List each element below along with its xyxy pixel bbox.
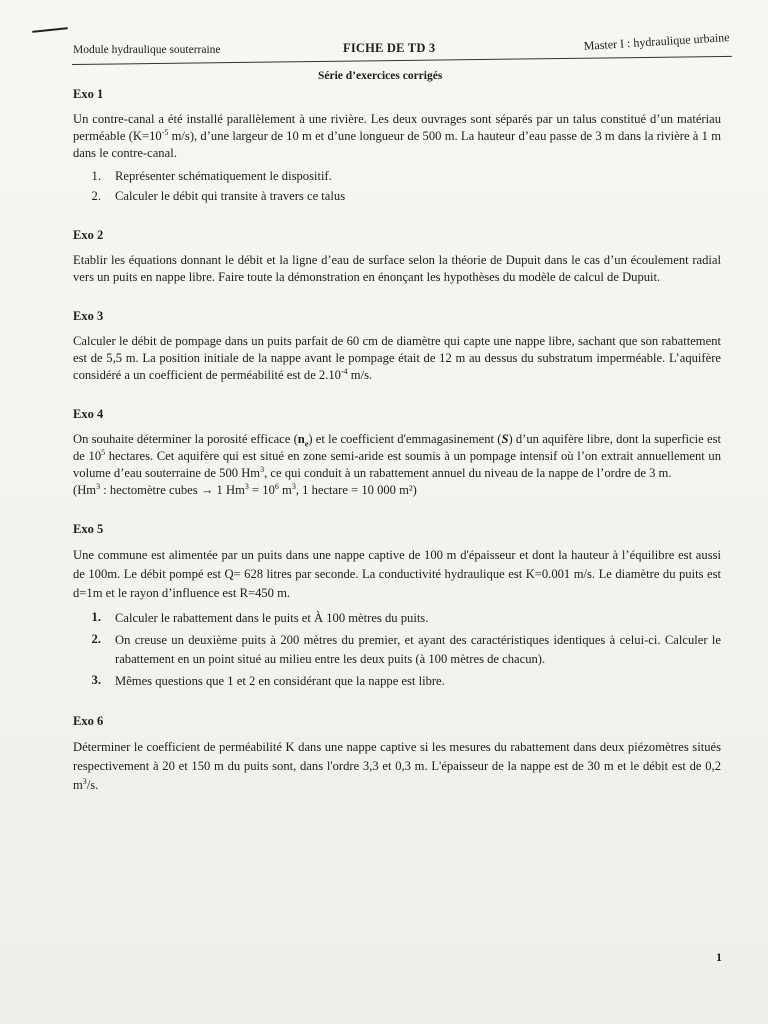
exponent: 3: [82, 776, 87, 786]
text-part: Déterminer le coefficient de perméabilité K dans une nappe captive si les mesures du rabattement dans deux piézomètres situés respectivement à 20 et 150 m du puits sont, dans l'ordre 3,3 et 0,3 m. L'épaisseur de la nappe est de 30 m et le débit est de 0,2 m: [73, 740, 721, 792]
exponent: -4: [340, 366, 348, 376]
text-part: m: [278, 483, 292, 497]
header-module: Module hydraulique souterraine: [73, 44, 221, 56]
item-text: Représenter schématiquement le dispositif.: [115, 169, 332, 183]
text-part: /s.: [86, 778, 99, 792]
exponent: 5: [101, 447, 106, 457]
storage-symbol: S: [501, 432, 509, 446]
exercise-1: [73, 86, 721, 205]
exercise-text: [73, 738, 721, 795]
text-part: = 10: [248, 483, 275, 497]
text-part: (Hm: [73, 483, 97, 497]
text-part: hectares. Cet aquifère qui est situé en zone semi-aride est soumis à un pompage intensif où l’on extrait annuellement un volume d’eau souterraine de 500 Hm: [73, 449, 721, 480]
exponent: 3: [291, 481, 296, 491]
pen-mark: [32, 27, 68, 33]
question-list: [73, 168, 721, 205]
exercise-4: [73, 406, 721, 499]
text-part: 1 Hm: [213, 483, 245, 497]
exercise-title: Exo 2: [73, 228, 104, 242]
exercise-2: [73, 227, 721, 286]
exercise-title: Exo 6: [73, 714, 104, 728]
exercise-text: Une commune est alimentée par un puits dans une nappe captive de 100 m d'épaisseur et dont la hauteur à l’équilibre est aussi de 100m. Le débit pompé est Q= 628 litres par seconde. La conductivité hydraulique est K=0.001 m/s. Le diamètre du puits est d=1m et le rayon d’influence est R=450 m.: [73, 548, 721, 600]
exercise-title: Exo 4: [73, 407, 104, 421]
question-list: [73, 609, 721, 691]
exponent: 6: [274, 481, 279, 491]
item-number: 2.: [91, 189, 101, 203]
text-part: : hectomètre cubes: [100, 483, 201, 497]
item-text: Mêmes questions que 1 et 2 en considérant que la nappe est libre.: [115, 674, 445, 688]
item-text: On creuse un deuxième puits à 200 mètres du premier, et ayant des caractéristiques identiques à celui-ci. Calculer le rabattement en un point situé au milieu entre les deux puits (à 100 mètres de chacun).: [115, 633, 721, 666]
exponent: 3: [96, 481, 101, 491]
symbol-main: n: [297, 432, 305, 446]
text-part: ) et le coefficient d'emmagasinement (: [308, 432, 502, 446]
item-text: Calculer le débit qui transite à travers ce talus: [115, 189, 346, 203]
exercise-title: Exo 3: [73, 309, 104, 323]
text-part: m/s.: [347, 368, 373, 382]
text-part: , 1 hectare = 10 000 m²): [295, 483, 417, 497]
list-item: [73, 188, 721, 205]
page-number: 1: [716, 950, 722, 964]
page-header: [73, 30, 730, 58]
list-item: [73, 631, 721, 669]
page-subtitle: Série d’exercices corrigés: [318, 70, 443, 82]
exercise-title: Exo 1: [73, 87, 104, 101]
exercise-text: [73, 111, 721, 162]
list-item: [73, 168, 721, 185]
exercise-5: [73, 521, 721, 691]
item-number: 1.: [91, 169, 101, 183]
exponent: 3: [260, 464, 265, 474]
exercise-text: [73, 431, 721, 499]
item-number: 2.: [91, 632, 101, 646]
exponent: 3: [244, 481, 249, 491]
symbol-sub: e: [304, 439, 309, 449]
list-item: [73, 672, 721, 691]
exercise-text: Etablir les équations donnant le débit et la ligne d’eau de surface selon la théorie de Dupuit dans le cas d’un écoulement radial vers un puits en nappe libre. Faire toute la démonstration en énonçant les hypothèses du modèle de calcul de Dupuit.: [73, 253, 721, 284]
porosity-symbol: [297, 432, 309, 449]
text-part: On souhaite déterminer la porosité efficace (: [73, 432, 298, 446]
item-text: Calculer le rabattement dans le puits et À 100 mètres du puits.: [115, 611, 429, 625]
item-number: 3.: [91, 673, 101, 687]
text-part: Calculer le débit de pompage dans un puits parfait de 60 cm de diamètre qui capte une nappe libre, sachant que son rabattement est de 5,5 m. La position initiale de la nappe avant le pompage était de 12 m au dessus du substratum imperméable. L’aquifère considéré a un coefficient de perméabilité est de 2.10: [73, 334, 721, 382]
list-item: [73, 609, 721, 628]
arrow-icon: →: [200, 483, 214, 497]
text-part: , ce qui conduit à un rabattement annuel du niveau de la nappe de l’ordre de 3 m.: [264, 466, 672, 480]
exercise-title: Exo 5: [73, 522, 104, 536]
exercise-list: [73, 86, 721, 817]
header-master: Master I : hydraulique urbaine: [583, 30, 730, 53]
item-number: 1.: [91, 610, 101, 624]
text-part: Un contre-canal a été installé parallèlement à une rivière. Les deux ouvrages sont séparés par un talus constitué d’un matériau perméable (K=10: [73, 112, 721, 143]
exercise-text: [73, 333, 721, 384]
exercise-3: [73, 308, 721, 384]
exercise-6: [73, 713, 721, 795]
header-title: FICHE DE TD 3: [343, 41, 436, 55]
text-part: ) d’un aquifère libre, dont la superficie est de 10: [73, 432, 721, 463]
exponent: -5: [161, 127, 169, 137]
text-part: m/s), d’une largeur de 10 m et d’une longueur de 500 m. La hauteur d’eau passe de 3 m dans la rivière à 1 m dans le contre-canal.: [73, 129, 721, 160]
